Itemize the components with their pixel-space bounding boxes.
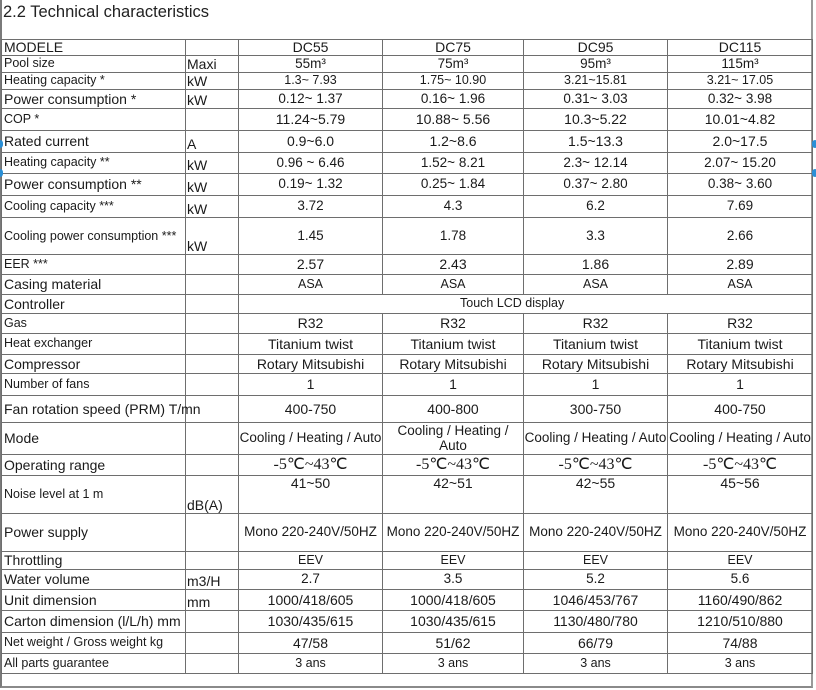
value-dc75: 1 bbox=[383, 374, 524, 396]
value-dc95: 1.86 bbox=[524, 255, 668, 275]
value-dc95: EEV bbox=[524, 552, 668, 570]
value-dc115: 10.01~4.82 bbox=[668, 109, 813, 131]
row-label: Compressor bbox=[2, 355, 186, 374]
row-unit bbox=[186, 423, 239, 455]
row-unit: kW bbox=[186, 174, 239, 196]
model-dc115: DC115 bbox=[668, 40, 813, 56]
selection-handle[interactable] bbox=[812, 169, 816, 177]
row-unit bbox=[186, 314, 239, 334]
row-label: Power consumption * bbox=[2, 90, 186, 109]
value-dc115: 400-750 bbox=[668, 396, 813, 423]
value-dc75: -5℃~43℃ bbox=[383, 455, 524, 476]
row-label: Fan rotation speed (PRM) T/mn bbox=[2, 396, 186, 423]
row-unit bbox=[186, 255, 239, 275]
row-label: Heat exchanger bbox=[2, 334, 186, 355]
value-dc95: R32 bbox=[524, 314, 668, 334]
value-dc95: 3.21~15.81 bbox=[524, 73, 668, 90]
value-dc75: Cooling / Heating / Auto bbox=[383, 423, 524, 455]
table-row bbox=[2, 590, 813, 611]
row-unit bbox=[186, 295, 239, 314]
value-dc75: 0.25~ 1.84 bbox=[383, 174, 524, 196]
value-dc55: 3 ans bbox=[239, 654, 383, 674]
value-dc55: EEV bbox=[239, 552, 383, 570]
row-label: EER *** bbox=[2, 255, 186, 275]
table-row bbox=[2, 334, 813, 355]
value-dc55: 41~50 bbox=[239, 476, 383, 514]
value-dc115: 45~56 bbox=[668, 476, 813, 514]
value-dc75: 10.88~ 5.56 bbox=[383, 109, 524, 131]
value-dc115: 5.6 bbox=[668, 570, 813, 590]
value-dc55: 1.45 bbox=[239, 218, 383, 255]
value-dc55: 11.24~5.79 bbox=[239, 109, 383, 131]
value-dc95: 0.31~ 3.03 bbox=[524, 90, 668, 109]
row-label: Gas bbox=[2, 314, 186, 334]
value-dc95: 0.37~ 2.80 bbox=[524, 174, 668, 196]
table-row bbox=[2, 476, 813, 514]
row-label: Power supply bbox=[2, 514, 186, 552]
value-dc95: 2.3~ 12.14 bbox=[524, 153, 668, 174]
value-dc75: 4.3 bbox=[383, 196, 524, 218]
value-dc95: Cooling / Heating / Auto bbox=[524, 423, 668, 455]
value-dc75: Titanium twist bbox=[383, 334, 524, 355]
value-dc95: 66/79 bbox=[524, 633, 668, 654]
value-dc115: 3 ans bbox=[668, 654, 813, 674]
value-dc55: 47/58 bbox=[239, 633, 383, 654]
table-row bbox=[2, 552, 813, 570]
value-dc75: 51/62 bbox=[383, 633, 524, 654]
row-unit: kW bbox=[186, 90, 239, 109]
header-row bbox=[2, 40, 813, 56]
table-row bbox=[2, 255, 813, 275]
value-dc55: 0.9~6.0 bbox=[239, 131, 383, 153]
table-row bbox=[2, 396, 813, 423]
row-unit bbox=[186, 552, 239, 570]
value-dc75: R32 bbox=[383, 314, 524, 334]
value-dc75: 0.16~ 1.96 bbox=[383, 90, 524, 109]
value-dc115: 1 bbox=[668, 374, 813, 396]
table-row bbox=[2, 56, 813, 73]
value-dc115: 2.89 bbox=[668, 255, 813, 275]
value-dc75: Mono 220-240V/50HZ bbox=[383, 514, 524, 552]
value-dc115: 2.0~17.5 bbox=[668, 131, 813, 153]
value-dc75: 400-800 bbox=[383, 396, 524, 423]
value-dc55: 400-750 bbox=[239, 396, 383, 423]
row-label: Operating range bbox=[2, 455, 186, 476]
row-unit bbox=[186, 275, 239, 295]
value-dc55: 1.3~ 7.93 bbox=[239, 73, 383, 90]
value-dc115: 7.69 bbox=[668, 196, 813, 218]
value-dc95: 6.2 bbox=[524, 196, 668, 218]
value-dc95: 95m³ bbox=[524, 56, 668, 73]
row-unit bbox=[186, 355, 239, 374]
value-dc95: Titanium twist bbox=[524, 334, 668, 355]
value-dc115: 0.38~ 3.60 bbox=[668, 174, 813, 196]
table-row bbox=[2, 295, 813, 314]
row-label: Unit dimension bbox=[2, 590, 186, 611]
table-row bbox=[2, 611, 813, 633]
row-unit bbox=[186, 109, 239, 131]
row-unit: m3/H bbox=[186, 570, 239, 590]
table-row bbox=[2, 218, 813, 255]
value-dc95: 5.2 bbox=[524, 570, 668, 590]
value-dc115: R32 bbox=[668, 314, 813, 334]
table-row bbox=[2, 131, 813, 153]
value-dc95: 1046/453/767 bbox=[524, 590, 668, 611]
value-dc115: 1160/490/862 bbox=[668, 590, 813, 611]
value-dc95: 1130/480/780 bbox=[524, 611, 668, 633]
value-dc55: 2.57 bbox=[239, 255, 383, 275]
value-dc115: ASA bbox=[668, 275, 813, 295]
row-unit bbox=[186, 654, 239, 674]
value-dc95: ASA bbox=[524, 275, 668, 295]
table-row bbox=[2, 374, 813, 396]
value-dc55: R32 bbox=[239, 314, 383, 334]
value-dc75: ASA bbox=[383, 275, 524, 295]
merged-value: Touch LCD display bbox=[239, 295, 813, 314]
row-label: Rated current bbox=[2, 131, 186, 153]
value-dc115: 2.66 bbox=[668, 218, 813, 255]
row-label: Heating capacity ** bbox=[2, 153, 186, 174]
value-dc95: 1.5~13.3 bbox=[524, 131, 668, 153]
row-unit: dB(A) bbox=[186, 476, 239, 514]
row-label: Cooling capacity *** bbox=[2, 196, 186, 218]
value-dc75: 1000/418/605 bbox=[383, 590, 524, 611]
selection-handle[interactable] bbox=[812, 140, 816, 148]
value-dc115: 0.32~ 3.98 bbox=[668, 90, 813, 109]
spec-table bbox=[1, 39, 813, 674]
table-row bbox=[2, 423, 813, 455]
row-label: Mode bbox=[2, 423, 186, 455]
row-label: Casing material bbox=[2, 275, 186, 295]
value-dc55: 1000/418/605 bbox=[239, 590, 383, 611]
model-dc75: DC75 bbox=[383, 40, 524, 56]
value-dc95: 10.3~5.22 bbox=[524, 109, 668, 131]
table-row bbox=[2, 109, 813, 131]
value-dc95: 42~55 bbox=[524, 476, 668, 514]
value-dc115: Cooling / Heating / Auto bbox=[668, 423, 813, 455]
row-unit: mm bbox=[186, 590, 239, 611]
row-unit: Maxi bbox=[186, 56, 239, 73]
value-dc75: 1.52~ 8.21 bbox=[383, 153, 524, 174]
value-dc55: 1030/435/615 bbox=[239, 611, 383, 633]
row-unit: kW bbox=[186, 153, 239, 174]
table-row bbox=[2, 174, 813, 196]
value-dc115: Mono 220-240V/50HZ bbox=[668, 514, 813, 552]
value-dc55: Rotary Mitsubishi bbox=[239, 355, 383, 374]
value-dc55: 0.96 ~ 6.46 bbox=[239, 153, 383, 174]
table-row bbox=[2, 355, 813, 374]
table-row bbox=[2, 570, 813, 590]
row-label: Net weight / Gross weight kg bbox=[2, 633, 186, 654]
table-row bbox=[2, 275, 813, 295]
value-dc75: 3 ans bbox=[383, 654, 524, 674]
value-dc115: -5℃~43℃ bbox=[668, 455, 813, 476]
section-title: 2.2 Technical characteristics bbox=[3, 3, 210, 21]
value-dc55: -5℃~43℃ bbox=[239, 455, 383, 476]
row-label: Throttling bbox=[2, 552, 186, 570]
value-dc55: 0.12~ 1.37 bbox=[239, 90, 383, 109]
value-dc75: 1.75~ 10.90 bbox=[383, 73, 524, 90]
table-row bbox=[2, 314, 813, 334]
row-label: Carton dimension (l/L/h) mm bbox=[2, 611, 186, 633]
value-dc75: 1030/435/615 bbox=[383, 611, 524, 633]
table-row bbox=[2, 73, 813, 90]
value-dc95: 3 ans bbox=[524, 654, 668, 674]
value-dc115: 74/88 bbox=[668, 633, 813, 654]
value-dc75: 75m³ bbox=[383, 56, 524, 73]
value-dc55: 0.19~ 1.32 bbox=[239, 174, 383, 196]
value-dc115: 115m³ bbox=[668, 56, 813, 73]
value-dc95: -5℃~43℃ bbox=[524, 455, 668, 476]
table-row bbox=[2, 654, 813, 674]
row-label: Number of fans bbox=[2, 374, 186, 396]
value-dc55: 1 bbox=[239, 374, 383, 396]
value-dc115: EEV bbox=[668, 552, 813, 570]
value-dc115: Rotary Mitsubishi bbox=[668, 355, 813, 374]
value-dc115: 1210/510/880 bbox=[668, 611, 813, 633]
table-row bbox=[2, 633, 813, 654]
value-dc115: 3.21~ 17.05 bbox=[668, 73, 813, 90]
value-dc95: Mono 220-240V/50HZ bbox=[524, 514, 668, 552]
model-dc55: DC55 bbox=[239, 40, 383, 56]
row-unit bbox=[186, 374, 239, 396]
value-dc95: Rotary Mitsubishi bbox=[524, 355, 668, 374]
model-dc95: DC95 bbox=[524, 40, 668, 56]
header-unit bbox=[186, 40, 239, 56]
row-unit bbox=[186, 633, 239, 654]
table-row bbox=[2, 153, 813, 174]
value-dc115: Titanium twist bbox=[668, 334, 813, 355]
row-label: Cooling power consumption *** bbox=[2, 218, 186, 255]
value-dc55: Cooling / Heating / Auto bbox=[239, 423, 383, 455]
value-dc95: 3.3 bbox=[524, 218, 668, 255]
value-dc75: 1.2~8.6 bbox=[383, 131, 524, 153]
table-row bbox=[2, 455, 813, 476]
header-label: MODELE bbox=[2, 40, 186, 56]
row-unit: kW bbox=[186, 218, 239, 255]
row-label: Water volume bbox=[2, 570, 186, 590]
value-dc55: Mono 220-240V/50HZ bbox=[239, 514, 383, 552]
row-label: COP * bbox=[2, 109, 186, 131]
value-dc95: 1 bbox=[524, 374, 668, 396]
value-dc55: Titanium twist bbox=[239, 334, 383, 355]
value-dc115: 2.07~ 15.20 bbox=[668, 153, 813, 174]
value-dc75: Rotary Mitsubishi bbox=[383, 355, 524, 374]
value-dc75: 2.43 bbox=[383, 255, 524, 275]
row-unit: kW bbox=[186, 196, 239, 218]
row-unit bbox=[186, 611, 239, 633]
value-dc55: 3.72 bbox=[239, 196, 383, 218]
table-row bbox=[2, 514, 813, 552]
row-unit: kW bbox=[186, 73, 239, 90]
value-dc75: 3.5 bbox=[383, 570, 524, 590]
value-dc55: ASA bbox=[239, 275, 383, 295]
row-label: Heating capacity * bbox=[2, 73, 186, 90]
row-unit bbox=[186, 334, 239, 355]
row-unit bbox=[186, 455, 239, 476]
value-dc75: 1.78 bbox=[383, 218, 524, 255]
value-dc75: EEV bbox=[383, 552, 524, 570]
value-dc75: 42~51 bbox=[383, 476, 524, 514]
row-label: Power consumption ** bbox=[2, 174, 186, 196]
value-dc55: 55m³ bbox=[239, 56, 383, 73]
row-unit bbox=[186, 514, 239, 552]
row-unit: A bbox=[186, 131, 239, 153]
value-dc55: 2.7 bbox=[239, 570, 383, 590]
row-label: Noise level at 1 m bbox=[2, 476, 186, 514]
table-row bbox=[2, 196, 813, 218]
row-label: All parts guarantee bbox=[2, 654, 186, 674]
row-label: Pool size bbox=[2, 56, 186, 73]
row-label: Controller bbox=[2, 295, 186, 314]
table-row bbox=[2, 90, 813, 109]
value-dc95: 300-750 bbox=[524, 396, 668, 423]
